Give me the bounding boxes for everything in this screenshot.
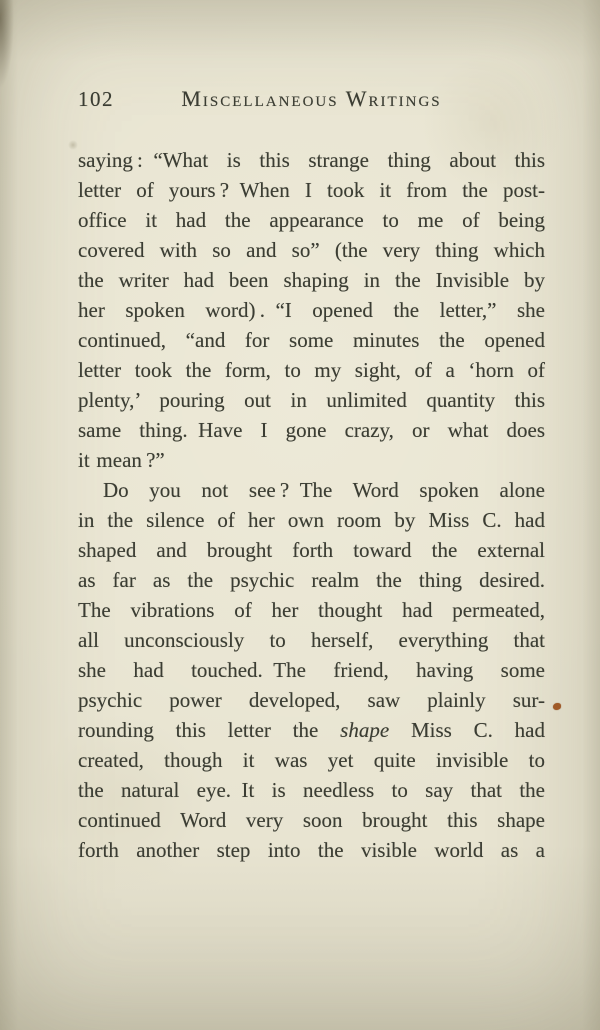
text-line: shaped and brought forth toward the external: [78, 538, 545, 562]
text-line: The vibrations of her thought had permeated,: [78, 598, 545, 622]
text-line: rounding this letter the shape Miss C. had: [78, 718, 545, 742]
text-line: letter of yours ? When I took it from the post-: [78, 178, 545, 202]
text-line: she had touched. The friend, having some: [78, 658, 545, 682]
text-line: covered with so and so” (the very thing which: [78, 238, 545, 262]
paragraph: [78, 145, 545, 475]
text-line: continued Word very soon brought this shape: [78, 808, 545, 832]
text-line: plenty,’ pouring out in unlimited quantity this: [78, 388, 545, 412]
text-line: letter took the form, to my sight, of a ‘horn of: [78, 358, 545, 382]
text-line: Do you not see ? The Word spoken alone: [103, 478, 545, 502]
text-line: as far as the psychic realm the thing desired.: [78, 568, 545, 592]
text-line: saying : “What is this strange thing about this: [78, 148, 545, 172]
text-line: her spoken word) . “I opened the letter,” she: [78, 298, 545, 322]
ink-speck: [553, 703, 561, 710]
text-line: office it had the appearance to me of being: [78, 208, 545, 232]
text-line: continued, “and for some minutes the opened: [78, 328, 545, 352]
paragraph: [78, 475, 545, 865]
page-number: 102: [78, 87, 114, 111]
text-line: in the silence of her own room by Miss C. had: [78, 508, 545, 532]
running-title: Miscellaneous Writings: [181, 86, 442, 111]
text-line: the writer had been shaping in the Invisible by: [78, 268, 545, 292]
text-line: created, though it was yet quite invisible to: [78, 748, 545, 772]
text-block: [78, 145, 545, 865]
text-line: the natural eye. It is needless to say that the: [78, 778, 545, 802]
text-line: psychic power developed, saw plainly sur-: [78, 688, 545, 712]
text-line: all unconsciously to herself, everything that: [78, 628, 545, 652]
text-line: it mean ?”: [78, 448, 165, 472]
text-line: forth another step into the visible world as a: [78, 838, 545, 862]
text-line: same thing. Have I gone crazy, or what does: [78, 418, 545, 442]
